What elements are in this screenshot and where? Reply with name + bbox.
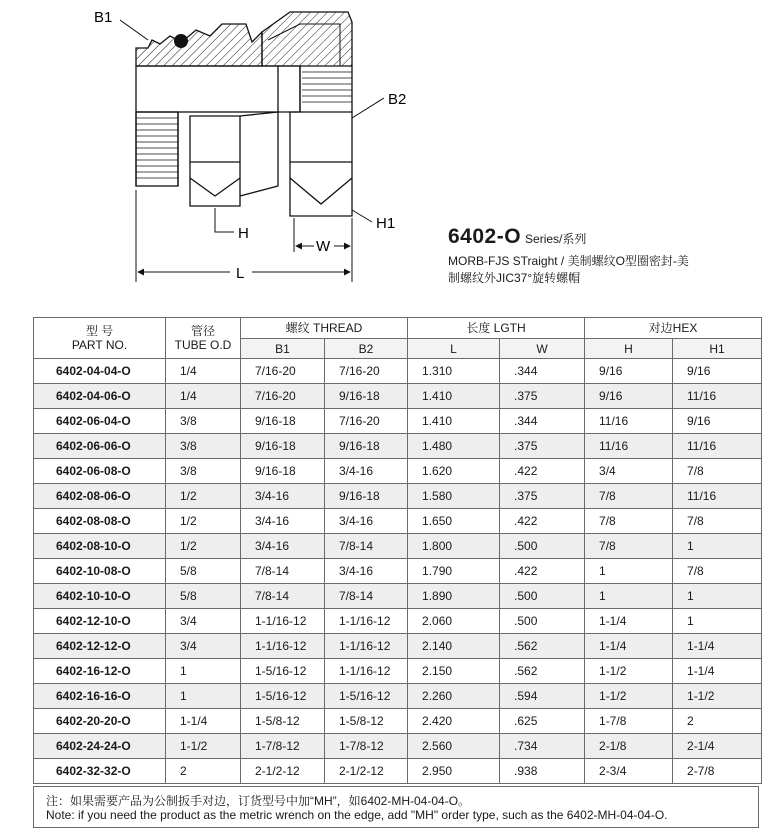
cell-tube-od: 1/2 (166, 484, 241, 509)
cell-l: 2.420 (408, 709, 500, 734)
header-h: H (585, 339, 673, 359)
cell-w: .500 (500, 534, 585, 559)
cell-b2: 3/4-16 (325, 559, 408, 584)
cell-b2: 7/16-20 (325, 409, 408, 434)
cell-h: 1 (585, 559, 673, 584)
cell-b1: 3/4-16 (241, 484, 325, 509)
note-en: Note: if you need the product as the metric wrench on the edge, add "MH" order type, such as the 6402-MH-04-04-O. (46, 808, 668, 822)
cell-b2: 2-1/2-12 (325, 759, 408, 784)
cell-b2: 1-1/16-12 (325, 609, 408, 634)
cell-h1: 1-1/2 (673, 684, 762, 709)
cell-b2: 9/16-18 (325, 384, 408, 409)
table-row (34, 384, 762, 409)
cell-w: .562 (500, 634, 585, 659)
cell-b1: 1-5/16-12 (241, 684, 325, 709)
cell-part-no: 6402-04-04-O (34, 359, 166, 384)
header-tube-od (166, 318, 241, 359)
cell-h1: 1 (673, 609, 762, 634)
cell-part-no: 6402-20-20-O (34, 709, 166, 734)
table-row (34, 409, 762, 434)
header-length: 长度 LGTH (408, 318, 585, 339)
cell-w: .375 (500, 384, 585, 409)
table-row (34, 484, 762, 509)
cell-h: 1-1/4 (585, 634, 673, 659)
cell-w: .344 (500, 409, 585, 434)
cell-h1: 9/16 (673, 359, 762, 384)
cell-h: 9/16 (585, 359, 673, 384)
cell-part-no: 6402-04-06-O (34, 384, 166, 409)
header-l: L (408, 339, 500, 359)
table-row (34, 534, 762, 559)
cell-b1: 9/16-18 (241, 409, 325, 434)
cell-tube-od: 1/4 (166, 359, 241, 384)
cell-h: 9/16 (585, 384, 673, 409)
cell-h: 1-1/2 (585, 659, 673, 684)
cell-h: 3/4 (585, 459, 673, 484)
header-part-cn: 型 号 (85, 324, 114, 338)
cell-b2: 1-5/16-12 (325, 684, 408, 709)
table-row (34, 709, 762, 734)
cell-tube-od: 2 (166, 759, 241, 784)
label-w: W (316, 238, 331, 255)
cell-b1: 3/4-16 (241, 509, 325, 534)
body-section (136, 12, 352, 66)
table-row (34, 684, 762, 709)
cell-w: .500 (500, 609, 585, 634)
description-line-1: MORB-FJS STraight / 美制螺纹O型圈密封-美 (448, 254, 689, 268)
cell-w: .422 (500, 509, 585, 534)
cell-w: .562 (500, 659, 585, 684)
table-row (34, 459, 762, 484)
header-b2: B2 (325, 339, 408, 359)
label-l: L (236, 265, 245, 282)
cell-h: 11/16 (585, 434, 673, 459)
cell-b2: 9/16-18 (325, 434, 408, 459)
cell-l: 2.260 (408, 684, 500, 709)
cell-tube-od: 3/8 (166, 459, 241, 484)
cell-l: 1.310 (408, 359, 500, 384)
cell-w: .422 (500, 459, 585, 484)
cell-l: 1.410 (408, 384, 500, 409)
cell-l: 1.580 (408, 484, 500, 509)
cell-l: 1.480 (408, 434, 500, 459)
spec-table (33, 317, 762, 784)
product-heading (448, 225, 689, 249)
cell-h1: 1 (673, 534, 762, 559)
cell-b2: 7/16-20 (325, 359, 408, 384)
cell-b1: 7/16-20 (241, 359, 325, 384)
table-row (34, 509, 762, 534)
product-title-block (448, 225, 689, 287)
cell-b1: 1-7/8-12 (241, 734, 325, 759)
cell-part-no: 6402-10-08-O (34, 559, 166, 584)
cell-b1: 3/4-16 (241, 534, 325, 559)
header-b1: B1 (241, 339, 325, 359)
cell-l: 1.890 (408, 584, 500, 609)
cell-w: .500 (500, 584, 585, 609)
table-row (34, 609, 762, 634)
cell-h: 1 (585, 584, 673, 609)
cell-tube-od: 5/8 (166, 559, 241, 584)
cell-w: .938 (500, 759, 585, 784)
header-w: W (500, 339, 585, 359)
cell-h1: 1 (673, 584, 762, 609)
cell-part-no: 6402-32-32-O (34, 759, 166, 784)
cell-w: .594 (500, 684, 585, 709)
cell-tube-od: 1 (166, 659, 241, 684)
cell-part-no: 6402-06-06-O (34, 434, 166, 459)
cell-h: 7/8 (585, 534, 673, 559)
body-outline (136, 66, 352, 216)
cell-b1: 7/8-14 (241, 559, 325, 584)
cell-tube-od: 1/2 (166, 509, 241, 534)
cell-tube-od: 3/4 (166, 609, 241, 634)
cell-b1: 1-5/8-12 (241, 709, 325, 734)
cell-h: 1-1/2 (585, 684, 673, 709)
cell-part-no: 6402-10-10-O (34, 584, 166, 609)
table-row (34, 359, 762, 384)
cell-h1: 11/16 (673, 384, 762, 409)
table-header-row (34, 318, 762, 339)
model-number: 6402-O (448, 225, 522, 248)
cell-h1: 11/16 (673, 484, 762, 509)
label-b2: B2 (388, 91, 407, 108)
header-tube-cn: 管径 (190, 324, 215, 338)
header-h1: H1 (673, 339, 762, 359)
cell-tube-od: 3/4 (166, 634, 241, 659)
cell-b2: 7/8-14 (325, 534, 408, 559)
cell-b2: 3/4-16 (325, 459, 408, 484)
header-thread: 螺纹 THREAD (241, 318, 408, 339)
table-row (34, 759, 762, 784)
cell-part-no: 6402-08-10-O (34, 534, 166, 559)
cell-l: 2.060 (408, 609, 500, 634)
o-ring-icon (174, 34, 188, 48)
header-part-no (34, 318, 166, 359)
cell-part-no: 6402-08-06-O (34, 484, 166, 509)
table-row (34, 584, 762, 609)
description-line-2: 制螺纹外JIC37°旋转螺帽 (448, 271, 581, 285)
cell-b1: 2-1/2-12 (241, 759, 325, 784)
cell-b2: 1-5/8-12 (325, 709, 408, 734)
cell-tube-od: 1-1/2 (166, 734, 241, 759)
cell-tube-od: 3/8 (166, 409, 241, 434)
cell-b1: 1-1/16-12 (241, 634, 325, 659)
cell-w: .625 (500, 709, 585, 734)
cell-h1: 2-1/4 (673, 734, 762, 759)
cell-w: .734 (500, 734, 585, 759)
cell-w: .375 (500, 484, 585, 509)
order-note (33, 786, 759, 828)
label-b1: B1 (94, 9, 113, 26)
cell-l: 1.620 (408, 459, 500, 484)
cell-b2: 9/16-18 (325, 484, 408, 509)
label-h: H (238, 225, 249, 242)
cell-tube-od: 1/4 (166, 384, 241, 409)
cell-l: 1.790 (408, 559, 500, 584)
cell-b1: 9/16-18 (241, 434, 325, 459)
cell-b2: 1-1/16-12 (325, 634, 408, 659)
table-row (34, 734, 762, 759)
cell-part-no: 6402-06-08-O (34, 459, 166, 484)
cell-tube-od: 1 (166, 684, 241, 709)
cell-tube-od: 1-1/4 (166, 709, 241, 734)
cell-b1: 7/16-20 (241, 384, 325, 409)
note-cn: 注：如果需要产品为公制扳手对边，订货型号中加“MH”，如6402-MH-04-04-O。 (46, 794, 471, 808)
cell-b1: 9/16-18 (241, 459, 325, 484)
table-row (34, 434, 762, 459)
cell-part-no: 6402-12-10-O (34, 609, 166, 634)
cell-h1: 2 (673, 709, 762, 734)
cell-h: 7/8 (585, 509, 673, 534)
header-tube-en: TUBE O.D (174, 338, 232, 352)
product-description (448, 253, 689, 287)
table-row (34, 634, 762, 659)
cell-tube-od: 5/8 (166, 584, 241, 609)
cell-l: 1.650 (408, 509, 500, 534)
cell-h1: 1-1/4 (673, 659, 762, 684)
label-h1: H1 (376, 215, 396, 232)
cell-part-no: 6402-16-12-O (34, 659, 166, 684)
cell-l: 2.150 (408, 659, 500, 684)
cell-l: 2.560 (408, 734, 500, 759)
cell-h: 7/8 (585, 484, 673, 509)
cell-h1: 11/16 (673, 434, 762, 459)
cell-h1: 2-7/8 (673, 759, 762, 784)
cell-b1: 7/8-14 (241, 584, 325, 609)
cell-h1: 7/8 (673, 459, 762, 484)
cell-part-no: 6402-24-24-O (34, 734, 166, 759)
cell-b2: 1-7/8-12 (325, 734, 408, 759)
cell-part-no: 6402-12-12-O (34, 634, 166, 659)
cell-h1: 1-1/4 (673, 634, 762, 659)
series-label: Series/系列 (525, 232, 587, 246)
cell-h: 2-3/4 (585, 759, 673, 784)
cell-l: 2.140 (408, 634, 500, 659)
cell-h: 1-7/8 (585, 709, 673, 734)
cell-b2: 3/4-16 (325, 509, 408, 534)
cell-part-no: 6402-16-16-O (34, 684, 166, 709)
cell-b1: 1-5/16-12 (241, 659, 325, 684)
cell-part-no: 6402-06-04-O (34, 409, 166, 434)
cell-h: 11/16 (585, 409, 673, 434)
cell-b2: 7/8-14 (325, 584, 408, 609)
header-hex: 对边HEX (585, 318, 762, 339)
cell-l: 1.800 (408, 534, 500, 559)
cell-h: 1-1/4 (585, 609, 673, 634)
cell-part-no: 6402-08-08-O (34, 509, 166, 534)
header-part-en: PART NO. (71, 338, 128, 352)
cell-w: .422 (500, 559, 585, 584)
cell-tube-od: 3/8 (166, 434, 241, 459)
cell-b2: 1-1/16-12 (325, 659, 408, 684)
cell-b1: 1-1/16-12 (241, 609, 325, 634)
spec-table-body (34, 359, 762, 784)
cell-l: 2.950 (408, 759, 500, 784)
table-row (34, 559, 762, 584)
cell-w: .375 (500, 434, 585, 459)
cell-h1: 7/8 (673, 559, 762, 584)
cell-h1: 7/8 (673, 509, 762, 534)
cell-h: 2-1/8 (585, 734, 673, 759)
cell-w: .344 (500, 359, 585, 384)
cell-tube-od: 1/2 (166, 534, 241, 559)
table-row (34, 659, 762, 684)
cell-h1: 9/16 (673, 409, 762, 434)
cell-l: 1.410 (408, 409, 500, 434)
